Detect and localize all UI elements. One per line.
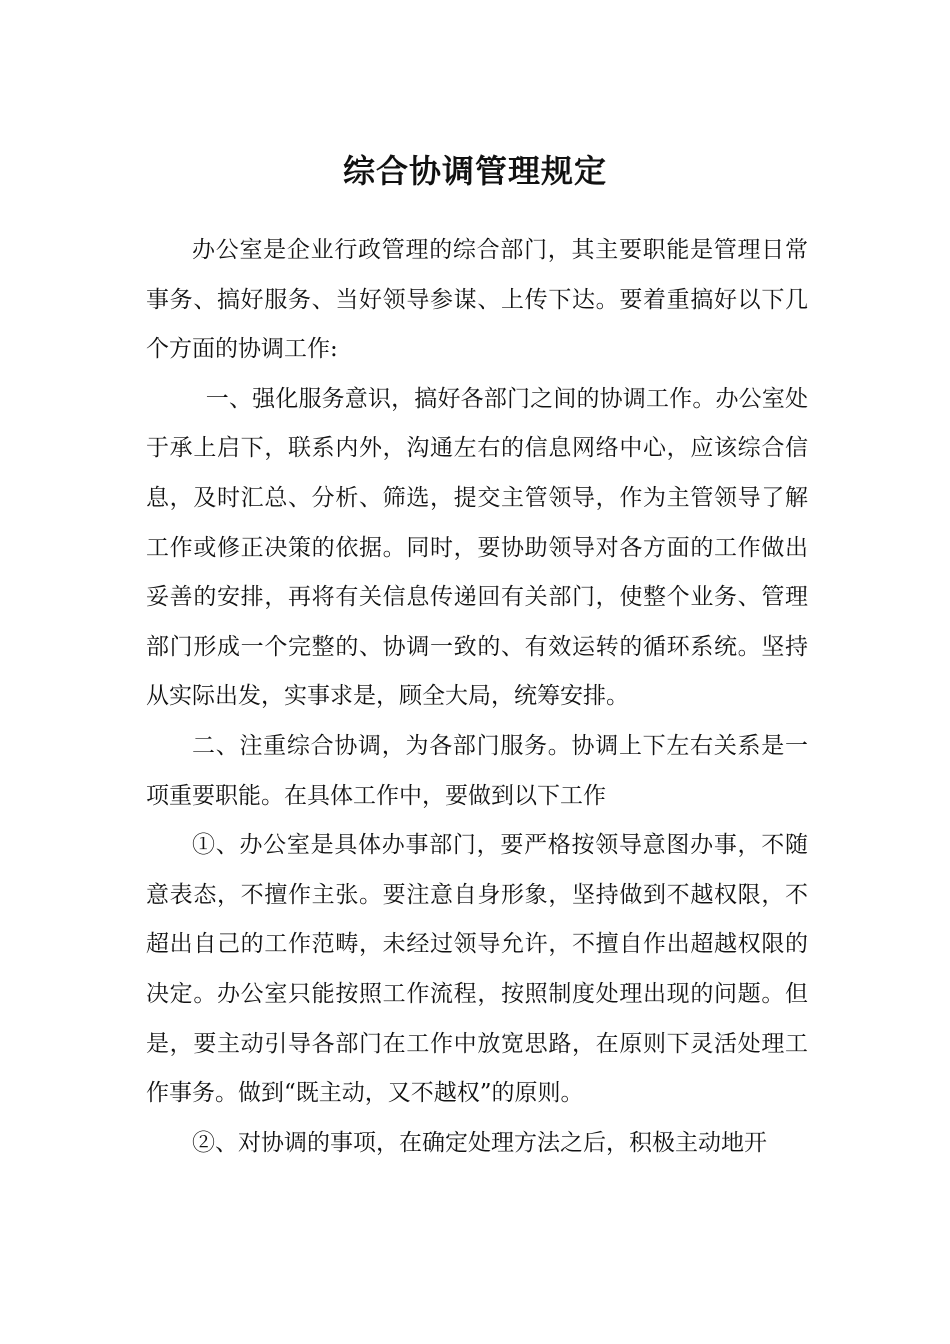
item-one-paragraph: ①、办公室是具体办事部门，要严格按领导意图办事，不随意表态，不擅作主张。要注意自身形象，坚持做到不越权限，不超出自己的工作范畴，未经过领导允许，不擅自作出超越权限的决定。办公室只能按照工作流程，按照制度处理出现的问题。但是，要主动引导各部门在工作中放宽思路，在原则下灵活处理工作事务。做到“既主动，又不越权”的原则。	[146, 832, 808, 1107]
document-title: 综合协调管理规定	[342, 152, 607, 191]
section-one-paragraph: 一、强化服务意识，搞好各部门之间的协调工作。办公室处于承上启下，联系内外，沟通左右的信息网络中心，应该综合信息，及时汇总、分析、筛选，提交主管领导，作为主管领导了解工作或修正决策的依据。同时，要协助领导对各方面的工作做出妥善的安排，再将有关信息传递回有关部门，使整个业务、管理部门形成一个完整的、协调一致的、有效运转的循环系统。坚持从实际出发，实事求是，顾全大局，统筹安排。	[146, 385, 808, 710]
document-body	[146, 226, 808, 1168]
section-two-paragraph: 二、注重综合协调，为各部门服务。协调上下左右关系是一项重要职能。在具体工作中，要做到以下工作	[146, 732, 808, 809]
item-two-paragraph: ②、对协调的事项，在确定处理方法之后，积极主动地开	[192, 1129, 767, 1156]
intro-paragraph: 办公室是企业行政管理的综合部门，其主要职能是管理日常事务、搞好服务、当好领导参谋、上传下达。要着重搞好以下几个方面的协调工作:	[146, 237, 808, 363]
